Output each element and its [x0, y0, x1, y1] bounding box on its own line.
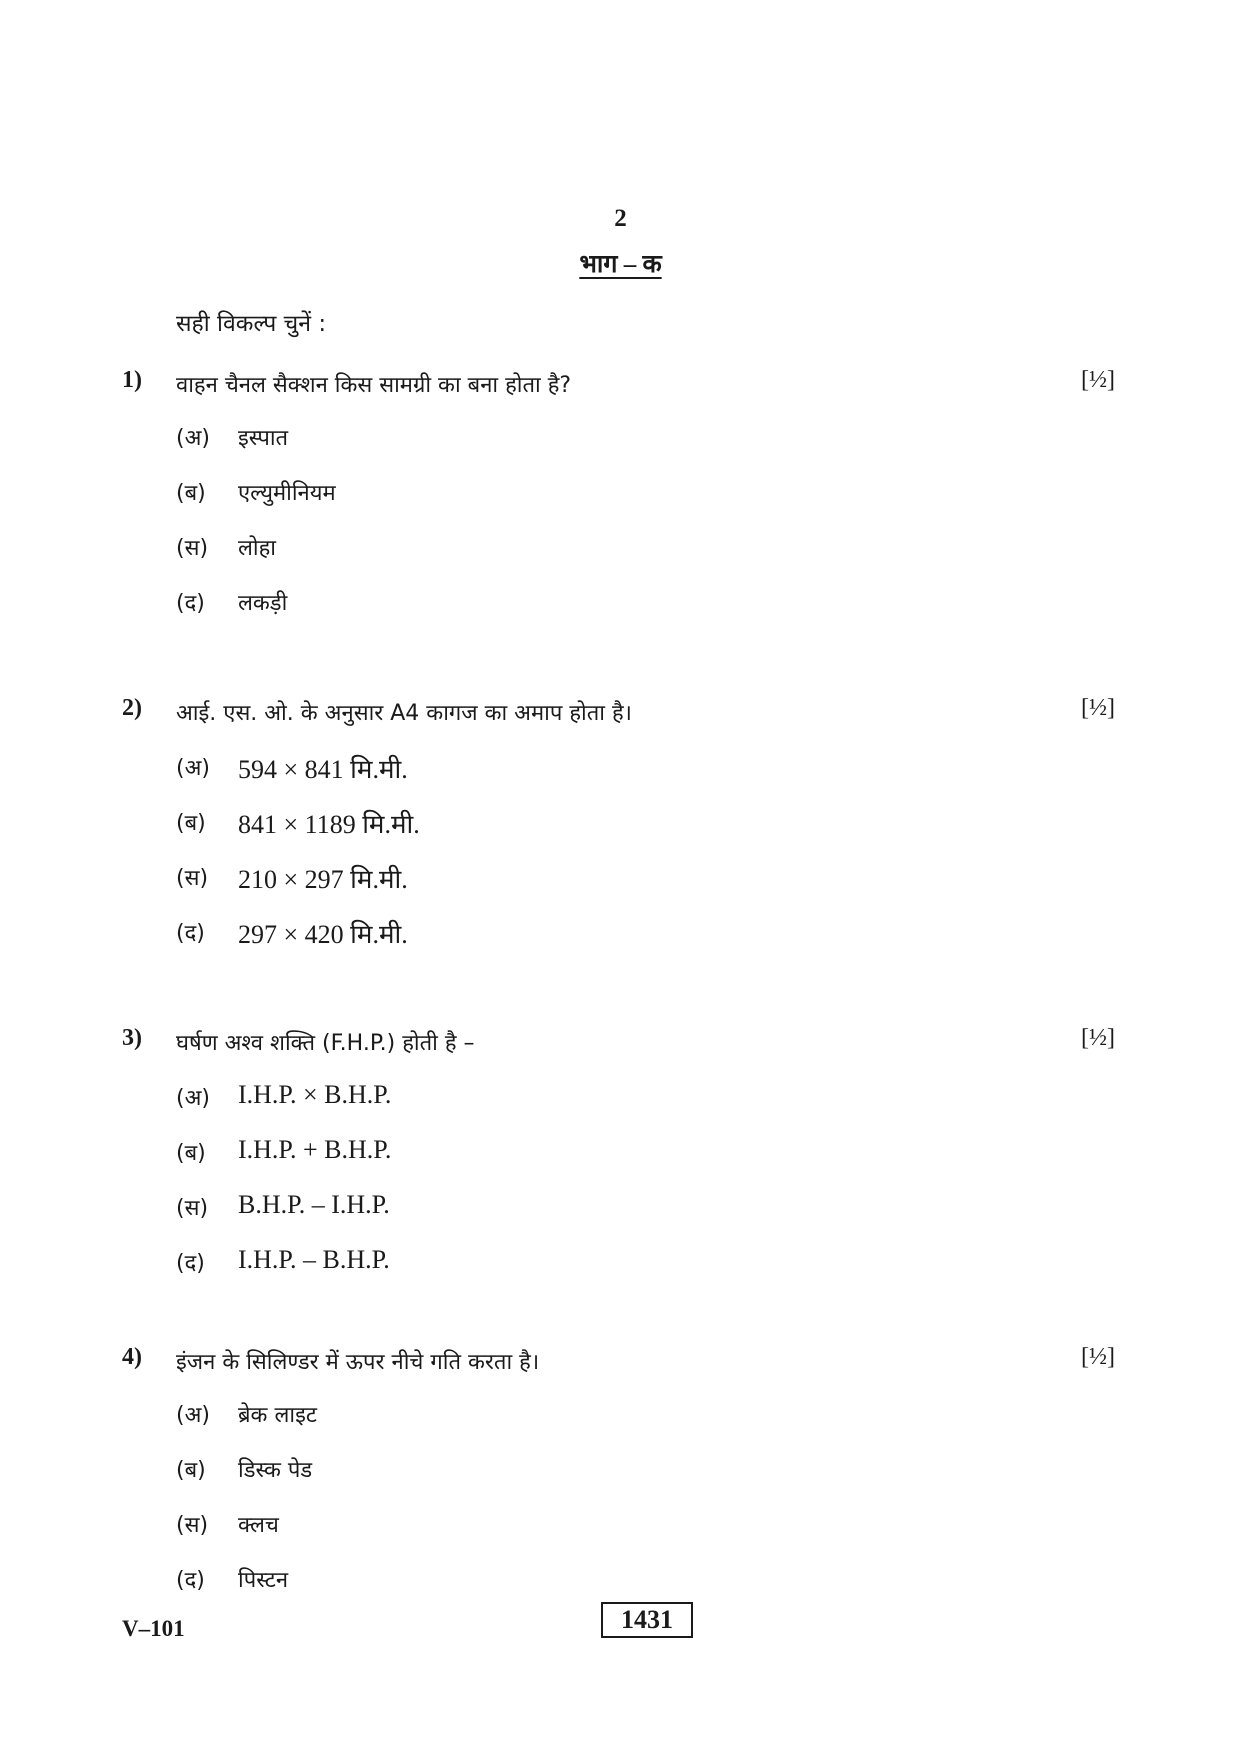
question-marks: [½]: [1081, 695, 1115, 721]
option-text: 841 × 1189 मि.मी.: [238, 810, 420, 839]
option-label: (अ): [176, 1403, 210, 1428]
question-text: वाहन चैनल सैक्शन किस सामग्री का बना होता है?: [176, 373, 572, 398]
question-header: [0, 1025, 1241, 1059]
option-text: B.H.P. – I.H.P.: [238, 1190, 390, 1219]
instruction: सही विकल्प चुनें :: [176, 311, 327, 337]
option-text: एल्युमीनियम: [238, 481, 336, 506]
option-c: [176, 530, 876, 564]
question-marks: [½]: [1081, 1025, 1115, 1051]
page-box-number: 1431: [601, 1602, 693, 1638]
option-d: [176, 1562, 876, 1596]
option-a: [176, 1397, 876, 1431]
option-text: 210 × 297 मि.मी.: [238, 865, 408, 894]
question-3: [0, 1025, 1241, 1355]
option-text: ब्रेक लाइट: [238, 1403, 317, 1428]
option-a: [176, 1080, 876, 1114]
option-text: 594 × 841 मि.मी.: [238, 755, 408, 784]
option-label: (अ): [176, 1086, 210, 1111]
question-number: 4): [122, 1344, 142, 1370]
option-label: (स): [176, 866, 209, 891]
option-label: (द): [176, 591, 205, 616]
page-number: 2: [614, 205, 627, 232]
option-label: (ब): [176, 811, 206, 836]
option-text: डिस्क पेड: [238, 1458, 313, 1483]
question-2: [0, 695, 1241, 1025]
option-text: लोहा: [238, 536, 276, 561]
option-label: (स): [176, 1196, 209, 1221]
question-text: इंजन के सिलिण्डर में ऊपर नीचे गति करता है।: [176, 1350, 540, 1375]
question-marks: [½]: [1081, 1344, 1115, 1370]
option-label: (द): [176, 1251, 205, 1276]
question-text: घर्षण अश्व शक्ति (F.H.P.) होती है –: [176, 1031, 475, 1056]
question-text: आई. एस. ओ. के अनुसार A4 कागज का अमाप होता है।: [176, 701, 632, 726]
option-label: (स): [176, 536, 209, 561]
option-c: [176, 860, 876, 894]
option-label: (अ): [176, 426, 210, 451]
section-title: [0, 246, 1241, 280]
question-header: [0, 367, 1241, 401]
option-text: I.H.P. × B.H.P.: [238, 1080, 392, 1109]
section-title-text: भाग – क: [579, 251, 662, 278]
question-1: [0, 367, 1241, 697]
option-text: I.H.P. – B.H.P.: [238, 1245, 390, 1274]
paper-code: V–101: [122, 1616, 185, 1641]
option-c: [176, 1190, 876, 1224]
option-text: I.H.P. + B.H.P.: [238, 1135, 392, 1164]
question-header: [0, 695, 1241, 729]
option-label: (ब): [176, 1458, 206, 1483]
option-label: (द): [176, 1568, 205, 1593]
option-a: [176, 420, 876, 454]
option-text: लकड़ी: [238, 591, 288, 616]
option-b: [176, 1452, 876, 1486]
option-b: [176, 475, 876, 509]
option-label: (स): [176, 1513, 209, 1538]
option-text: पिस्टन: [238, 1568, 289, 1593]
option-d: [176, 915, 876, 949]
option-text: क्लच: [238, 1513, 279, 1538]
question-header: [0, 1344, 1241, 1378]
option-label: (द): [176, 921, 205, 946]
option-d: [176, 1245, 876, 1279]
question-number: 3): [122, 1025, 142, 1051]
option-label: (ब): [176, 481, 206, 506]
option-a: [176, 750, 876, 784]
question-number: 1): [122, 367, 142, 393]
option-text: 297 × 420 मि.मी.: [238, 920, 408, 949]
option-label: (ब): [176, 1141, 206, 1166]
option-c: [176, 1507, 876, 1541]
option-b: [176, 1135, 876, 1169]
option-b: [176, 805, 876, 839]
option-d: [176, 585, 876, 619]
option-text: इस्पात: [238, 426, 289, 451]
question-marks: [½]: [1081, 367, 1115, 393]
question-number: 2): [122, 695, 142, 721]
option-label: (अ): [176, 756, 210, 781]
